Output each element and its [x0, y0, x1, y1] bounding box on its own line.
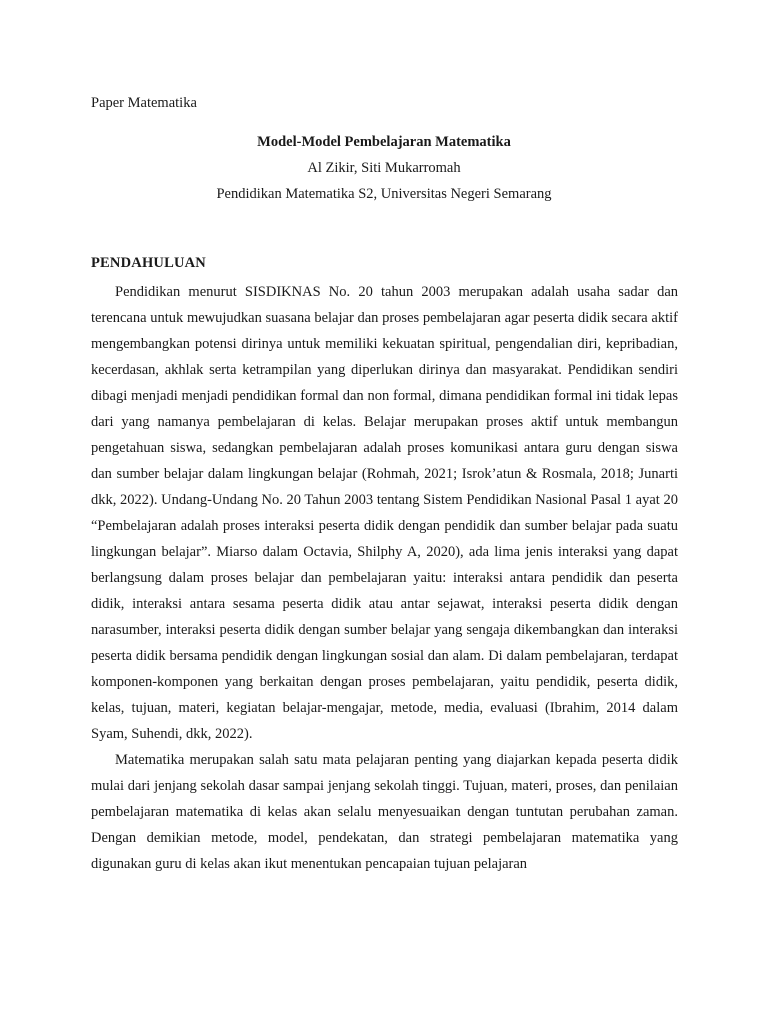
- paper-authors: Al Zikir, Siti Mukarromah: [307, 160, 461, 176]
- section-heading: PENDAHULUAN: [91, 255, 206, 271]
- body-paragraph: Pendidikan menurut SISDIKNAS No. 20 tahun 2003 merupakan adalah usaha sadar dan terencana untuk mewujudkan suasana belajar dan proses pembelajaran agar peserta didik secara aktif mengembangkan potensi dirinya untuk memiliki kekuatan spiritual, pengendalian diri, kepribadian, kecerdasan, akhlak serta ketrampilan yang diperlukan dirinya dan masyarakat. Pendidikan sendiri dibagi menjadi menjadi pendidikan formal dan non formal, dimana pendidikan formal ini tidak lepas dari yang namanya pembelajaran di kelas. Belajar merupakan proses aktif untuk membangun pengetahuan siswa, sedangkan pembelajaran adalah proses komunikasi antara guru dengan siswa dan sumber belajar dalam lingkungan belajar (Rohmah, 2021; Isrok’atun & Rosmala, 2018; Junarti dkk, 2022). Undang-Undang No. 20 Tahun 2003 tentang Sistem Pendidikan Nasional Pasal 1 ayat 20 “Pembelajaran adalah proses interaksi peserta didik dengan pendidik dan sumber belajar pada suatu lingkungan belajar”. Miarso dalam Octavia, Shilphy A, 2020), ada lima jenis interaksi yang dapat berlangsung dalam proses belajar dan pembelajaran yaitu: interaksi antara pendidik dan peserta didik, interaksi antara sesama peserta didik atau antar sejawat, interaksi peserta didik dengan narasumber, interaksi peserta didik dengan sumber belajar yang sengaja dikembangkan dan interaksi peserta didik bersama pendidik dengan lingkungan sosial dan alam. Di dalam pembelajaran, terdapat komponen-komponen yang berkaitan dengan proses pembelajaran, yaitu pendidik, peserta didik, kelas, tujuan, materi, kegiatan belajar-mengajar, metode, media, evaluasi (Ibrahim, 2014 dalam Syam, Suhendi, dkk, 2022).: [91, 284, 678, 742]
- title-block: [0, 132, 768, 210]
- paper-title: Model-Model Pembelajaran Matematika: [257, 134, 511, 150]
- section-body: [91, 279, 678, 877]
- body-paragraph: Matematika merupakan salah satu mata pelajaran penting yang diajarkan kepada peserta didik mulai dari jenjang sekolah dasar sampai jenjang sekolah tinggi. Tujuan, materi, proses, dan penilaian pembelajaran matematika di kelas akan selalu menyesuaikan dengan tuntutan perubahan zaman. Dengan demikian metode, model, pendekatan, dan strategi pembelajaran matematika yang digunakan guru di kelas akan ikut menentukan pencapaian tujuan pelajaran: [91, 752, 678, 872]
- paper-affiliation: Pendidikan Matematika S2, Universitas Negeri Semarang: [216, 186, 552, 202]
- paper-label: Paper Matematika: [91, 95, 197, 111]
